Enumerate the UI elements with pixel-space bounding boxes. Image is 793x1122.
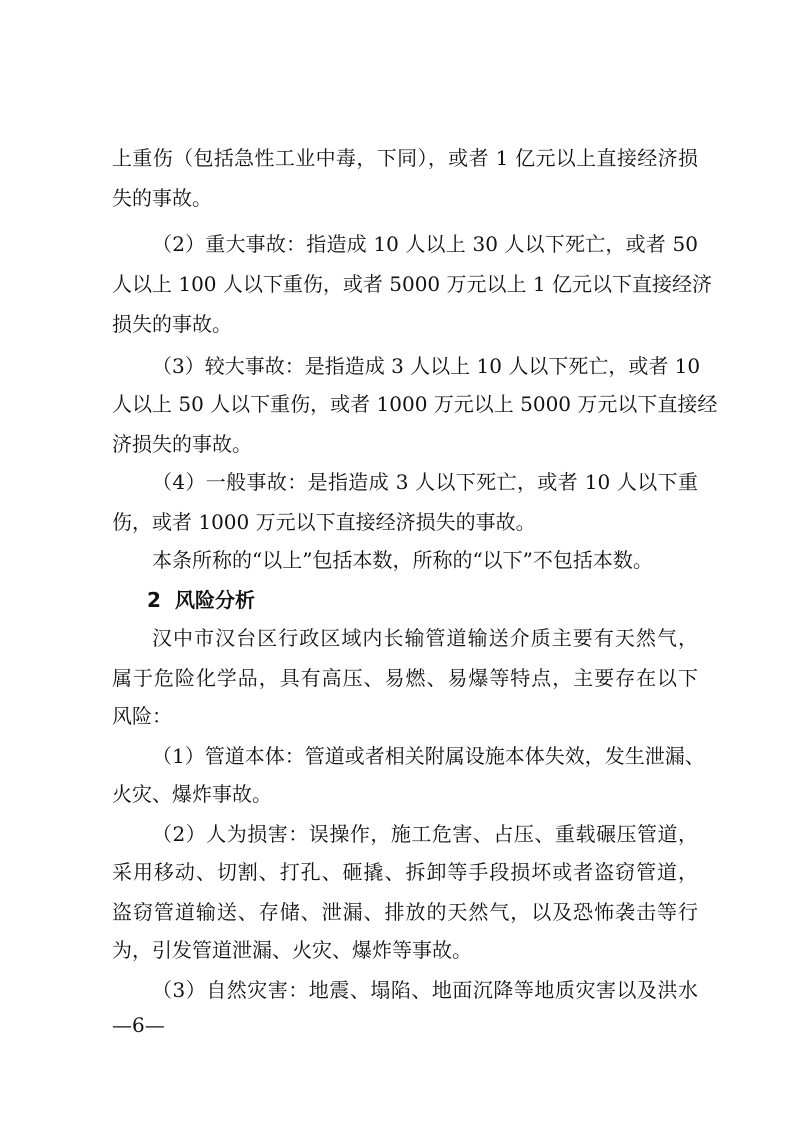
body-text-line: 火灾、爆炸事故。 (112, 782, 272, 806)
body-text-line: 汉中市汉台区行政区域内长输管道输送介质主要有天然气， (152, 626, 698, 650)
body-text-line: 为，引发管道泄漏、火灾、爆炸等事故。 (112, 938, 472, 962)
body-text-line: 本条所称的“以上”包括本数，所称的“以下”不包括本数。 (152, 548, 653, 572)
body-text-line: 伤，或者 1000 万元以下直接经济损失的事故。 (112, 510, 536, 534)
section-number: 2 (147, 588, 161, 612)
body-text-line: （2）人为损害：误操作，施工危害、占压、重载碾压管道， (152, 822, 698, 846)
body-text-line: 损失的事故。 (112, 312, 232, 336)
body-text-line: 采用移动、切割、打孔、砸撬、拆卸等手段损坏或者盗窃管道， (112, 860, 698, 884)
section-heading (147, 586, 447, 614)
body-text-line: 人以上 50 人以下重伤，或者 1000 万元以上 5000 万元以下直接经 (112, 392, 718, 416)
body-text-line: （3）较大事故：是指造成 3 人以上 10 人以下死亡，或者 10 (152, 354, 701, 378)
page-number: —6— (112, 1013, 165, 1037)
body-text-line: 上重伤（包括急性工业中毒，下同），或者 1 亿元以上直接经济损 (112, 146, 698, 170)
section-title: 风险分析 (175, 588, 255, 612)
body-text-line: （2）重大事故：指造成 10 人以上 30 人以下死亡，或者 50 (152, 232, 698, 256)
body-text-line: （1）管道本体：管道或者相关附属设施本体失效，发生泄漏、 (152, 744, 705, 768)
body-text-line: 风险： (112, 704, 172, 728)
body-text-line: （3）自然灾害：地震、塌陷、地面沉降等地质灾害以及洪水 (152, 978, 698, 1002)
body-text-line: 人以上 100 人以下重伤，或者 5000 万元以上 1 亿元以下直接经济 (112, 272, 712, 296)
body-text-line: 济损失的事故。 (112, 432, 252, 456)
body-text-line: 失的事故。 (112, 186, 212, 210)
body-text-line: （4）一般事故：是指造成 3 人以下死亡，或者 10 人以下重 (152, 470, 698, 494)
body-text-line: 属于危险化学品，具有高压、易燃、易爆等特点，主要存在以下 (112, 666, 698, 690)
body-text-line: 盗窃管道输送、存储、泄漏、排放的天然气，以及恐怖袭击等行 (112, 900, 698, 924)
